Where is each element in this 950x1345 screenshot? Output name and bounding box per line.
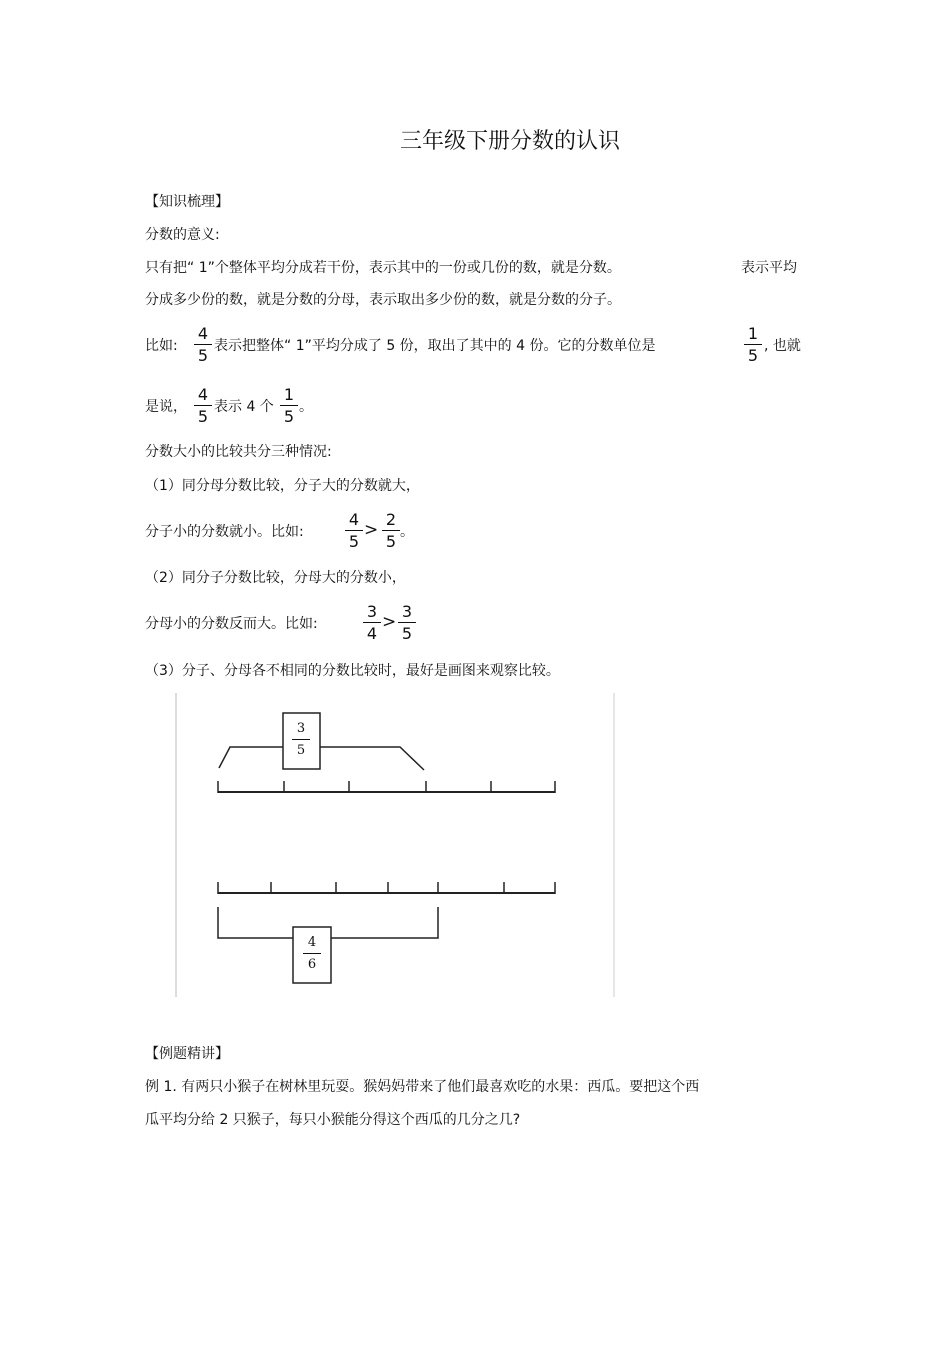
paragraph-line-1: 只有把“ 1”个整体平均分成若干份，表示其中的一份或几份的数，就是分数。 [145,260,621,276]
denominator: 5 [283,407,295,426]
numerator: 4 [197,324,209,343]
denominator: 5 [296,743,306,758]
greater-than-sign: > [364,520,379,540]
numerator: 4 [197,385,209,404]
denominator: 6 [307,957,317,972]
upper-bracket [219,747,424,770]
example-1-line-1: 例 1. 有两只小猴子在树林里玩耍。猴妈妈带来了他们最喜欢吃的水果：西瓜。要把这个西 [145,1079,700,1095]
shuo-end: 。 [299,399,313,415]
case-3: （3）分子、分母各不相同的分数比较时，最好是画图来观察比较。 [145,663,560,679]
example-prefix: 比如: [145,338,178,354]
case-1-b: 分子小的分数就小。比如: [145,524,304,540]
box-fraction-three-fifths [292,721,310,759]
meaning-heading: 分数的意义: [145,227,220,243]
case-1: （1）同分母分数比较，分子大的分数就大， [145,478,420,494]
numerator: 4 [307,935,317,950]
greater-than-sign: > [382,612,397,632]
compare-heading: 分数大小的比较共分三种情况: [145,444,332,460]
denominator: 5 [197,407,209,426]
shuo-mid: 表示 4 个 [214,399,274,415]
numerator: 4 [348,510,360,529]
example-text: 表示把整体“ 1”平均分成了 5 份，取出了其中的 4 份。它的分数单位是 [214,338,656,354]
box-fraction-four-sixths [303,935,321,973]
case-2: （2）同分子分数比较，分母大的分数小， [145,570,406,586]
case-2-b: 分母小的分数反而大。比如: [145,616,318,632]
shuo-prefix: 是说， [145,399,187,415]
section-heading-examples: 【例题精讲】 [145,1046,229,1062]
example-1-line-2: 瓜平均分给 2 只猴子，每只小猴能分得这个西瓜的几分之几? [145,1112,521,1128]
denominator: 5 [197,346,209,365]
numerator: 3 [366,602,378,621]
numerator: 3 [296,721,306,736]
denominator: 5 [348,532,360,551]
paragraph-line-2: 分成多少份的数，就是分数的分母，表示取出多少份的数，就是分数的分子。 [145,292,621,308]
denominator: 5 [401,624,413,643]
end-mark: 。 [400,524,414,540]
denominator: 5 [747,346,759,365]
denominator: 4 [366,624,378,643]
example-suffix: , 也就 [764,338,801,354]
numerator: 3 [401,602,413,621]
section-heading-knowledge: 【知识梳理】 [145,194,229,210]
numerator: 1 [283,385,295,404]
page-title: 三年级下册分数的认识 [400,129,621,154]
paragraph-line-1-tail: 表示平均 [741,260,797,276]
numerator: 1 [747,324,759,343]
denominator: 5 [385,532,397,551]
numerator: 2 [385,510,397,529]
